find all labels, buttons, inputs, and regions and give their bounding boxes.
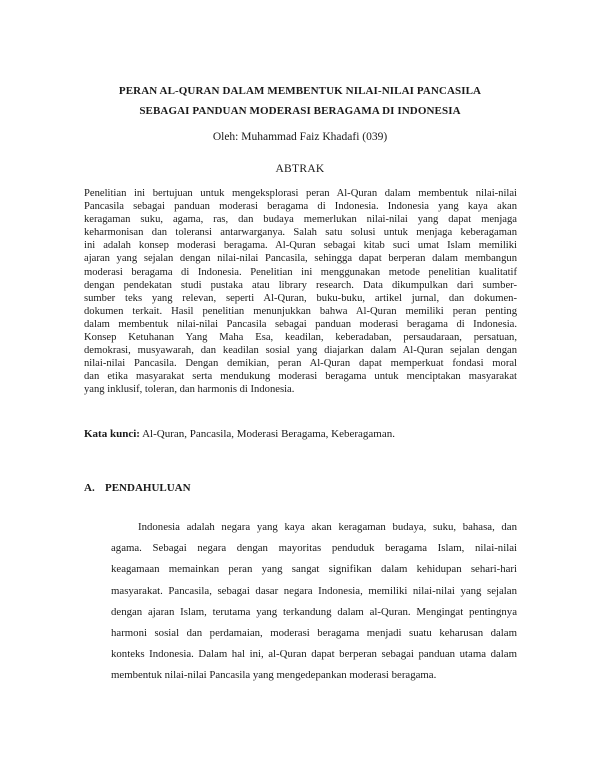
abstract-line: sumber teks yang relevan, seperti Al-Quran, buku-buku, artikel jurnal, dan dokumen- <box>84 292 517 304</box>
section-heading <box>84 482 191 494</box>
keywords-label: Kata kunci: <box>84 428 140 440</box>
body-line: harmoni sosial dan perdamaian, moderasi beragama menjadi suatu keharusan dalam <box>111 627 517 640</box>
author-line: Oleh: Muhammad Faiz Khadafi (039) <box>212 131 388 143</box>
body-line: konteks Indonesia. Dalam hal ini, al-Quran dapat berperan sebagai panduan utama dalam <box>111 648 517 661</box>
abstract-line: nilai-nilai Pancasila. Dengan demikian, peran Al-Quran dapat memperkuat fondasi moral <box>84 358 517 370</box>
abstract-line: keragaman suku, agama, ras, dan budaya memerlukan nilai-nilai yang dapat menjaga <box>84 214 517 226</box>
introduction-paragraph <box>111 517 517 687</box>
body-line: agama. Sebagai negara dengan mayoritas penduduk beragama Islam, nilai-nilai <box>111 542 517 555</box>
abstract-line: demokrasi, musyawarah, dan keadilan sosial yang diajarkan dalam Al-Quran sejalan dengan <box>84 345 517 357</box>
section-number: A. <box>84 482 95 494</box>
body-line: keagamaan memainkan peran yang sangat signifikan dalam kehidupan sehari-hari <box>111 563 517 576</box>
abstract-line: dengan pendekatan studi pustaka atau library research. Data dikumpulkan dari sumber- <box>84 279 517 291</box>
abstract-line: Pancasila sebagai panduan moderasi beragama di Indonesia. Indonesia yang kaya akan <box>84 201 517 213</box>
abstract-line: ini adalah konsep moderasi beragama. Al-Quran sebagai kitab suci umat Islam memiliki <box>84 240 517 252</box>
abstract-line: keharmonisan dan toleransi antarwarganya. Salah satu solusi untuk menjaga keberagaman <box>84 227 517 239</box>
paper-title-line-2: SEBAGAI PANDUAN MODERASI BERAGAMA DI INDONESIA <box>139 105 461 117</box>
keywords-text: Al-Quran, Pancasila, Moderasi Beragama, Keberagaman. <box>139 428 395 440</box>
body-line: membentuk nilai-nilai Pancasila yang mengedepankan moderasi beragama. <box>111 669 437 682</box>
abstract-line: Konsep Ketuhanan Yang Maha Esa, keadilan, keberadaban, persaudaraan, persatuan, <box>84 332 517 344</box>
section-title: PENDAHULUAN <box>105 482 191 494</box>
paper-title-line-1: PERAN AL-QURAN DALAM MEMBENTUK NILAI-NILAI PANCASILA <box>118 85 482 97</box>
abstract-line: ajaran yang sejalan dengan nilai-nilai Pancasila, sehingga dapat berperan dalam membangun <box>84 253 517 265</box>
abstract-line: Penelitian ini bertujuan untuk mengeksplorasi peran Al-Quran dalam membentuk nilai-nilai <box>84 188 517 199</box>
abstract-line: dan etika masyarakat serta mendukung moderasi beragama untuk menciptakan masyarakat <box>84 371 517 383</box>
abstract-line: moderasi beragama di Indonesia. Penelitian ini menggunakan metode penelitian kualitatif <box>84 266 517 278</box>
abstract-paragraph <box>84 187 517 397</box>
abstract-line: dokumen terkait. Hasil penelitian menunjukkan bahwa Al-Quran memiliki peran penting <box>84 305 517 317</box>
abstract-line: dalam membentuk nilai-nilai Pancasila sebagai panduan moderasi beragama di Indonesia. <box>84 318 517 330</box>
keywords <box>84 428 524 440</box>
abstract-heading: ABTRAK <box>275 163 325 175</box>
body-line: dengan ajaran Islam, terutama yang terkandung dalam al-Quran. Mengingat pentingnya <box>111 605 517 618</box>
abstract-line: yang inklusif, toleran, dan harmonis di Indonesia. <box>84 384 295 396</box>
body-line: Indonesia adalah negara yang kaya akan keragaman budaya, suku, bahasa, dan <box>138 521 517 533</box>
body-line: masyarakat. Pancasila, sebagai dasar negara Indonesia, memiliki nilai-nilai yang sejalan <box>111 584 517 597</box>
